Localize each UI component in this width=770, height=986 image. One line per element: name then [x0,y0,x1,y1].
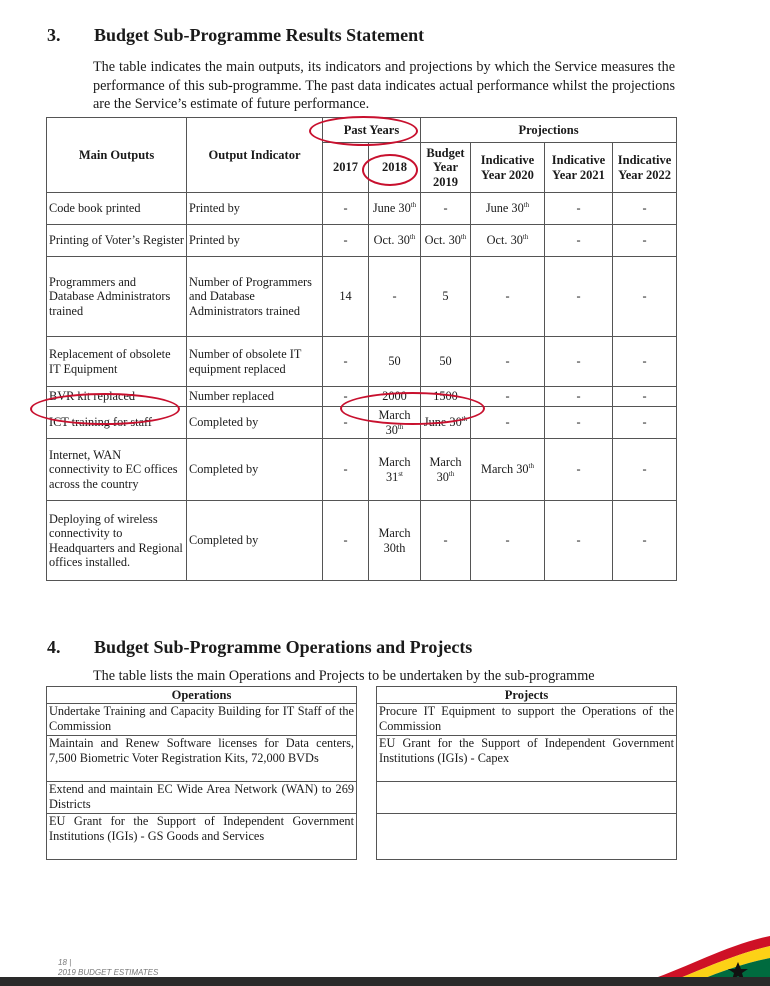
cell-y2017-text: - [343,201,348,216]
cell-y2022 [613,439,677,501]
cell-output-indicator-text: Number of Programmers and Database Administrators trained [189,274,312,318]
cell-output-indicator-text: Number replaced [189,389,275,404]
cell-y2017 [323,501,369,581]
cell-y2022 [613,501,677,581]
cell-y2020 [471,387,545,407]
cell-y2021-text: - [576,201,581,216]
section-4-intro: The table lists the main Operations and Projects to be undertaken by the sub-programme [93,668,595,684]
cell-y2017-text: - [343,415,348,430]
cell-y2018-suffix: th [397,422,404,431]
table-row [47,407,677,439]
cell-y2018-text: March 30 [378,408,411,437]
cell-y2019 [421,407,471,439]
cell-y2021 [545,387,613,407]
cell-y2020 [471,225,545,257]
footer-page-number: 18 | [58,958,72,967]
cell-main-output-text: Replacement of obsolete IT Equipment [49,347,171,376]
operations-projects-table [46,686,677,860]
cell-y2019-text: 1500 [433,389,458,404]
header-indicative-2022: Indicative Year 2022 [613,143,677,193]
cell-y2022-text: - [642,389,647,404]
cell-y2021 [545,407,613,439]
footer-label: 2019 BUDGET ESTIMATES [58,968,159,977]
cell-output-indicator [187,407,323,439]
header-indicative-2021: Indicative Year 2021 [545,143,613,193]
cell-y2018 [369,225,421,257]
cell-main-output-text: ICT training for staff [49,415,153,430]
cell-y2021-text: - [576,354,581,369]
cell-y2018-suffix: st [398,469,403,478]
cell-y2017-text: - [343,354,348,369]
cell-y2021-text: - [576,415,581,430]
cell-y2017 [323,337,369,387]
cell-main-output [47,501,187,581]
cell-y2017-text: - [343,462,348,477]
cell-y2020-text: - [505,533,510,548]
ghana-flag-ribbon-icon [620,936,770,980]
section-3-number: 3. [47,25,61,45]
section-4-title: Budget Sub-Programme Operations and Projects [94,637,473,657]
cell-y2022 [613,225,677,257]
cell-y2022-text: - [642,533,647,548]
cell-y2020-text: - [505,415,510,430]
cell-y2020-text: - [505,289,510,304]
page-footer [58,958,158,978]
cell-main-output-text: Programmers and Database Administrators trained [49,274,171,318]
cell-y2021 [545,257,613,337]
table-row [47,439,677,501]
cell-output-indicator-text: Completed by [189,415,259,430]
header-projects: Projects [377,687,677,704]
cell-operation: Undertake Training and Capacity Building for IT Staff of the Commission [47,704,357,736]
cell-y2019-text: - [443,533,448,548]
cell-y2018-text: - [392,289,397,304]
cell-y2019-text: March 30 [429,455,462,484]
cell-y2018 [369,501,421,581]
cell-y2021-text: - [576,233,581,248]
cell-y2021 [545,439,613,501]
cell-y2018-text: March 30th [378,526,411,555]
cell-y2020 [471,407,545,439]
cell-y2019-suffix: th [461,415,468,424]
cell-main-output-text: Deploying of wireless connectivity to Headquarters and Regional offices installed. [49,511,183,569]
cell-y2018 [369,407,421,439]
cell-y2019-text: - [443,201,448,216]
cell-main-output [47,225,187,257]
header-operations: Operations [47,687,357,704]
cell-output-indicator [187,439,323,501]
cell-y2019-suffix: th [448,469,455,478]
cell-y2022-text: - [642,354,647,369]
cell-y2020-text: - [505,389,510,404]
cell-y2019 [421,337,471,387]
cell-y2021 [545,225,613,257]
cell-y2021-text: - [576,462,581,477]
table-gap [357,704,377,736]
header-past-years: Past Years [323,118,421,143]
cell-y2020-text: - [505,354,510,369]
header-budget-2019: Budget Year 2019 [421,143,471,193]
table-row [47,814,677,860]
cell-main-output [47,387,187,407]
cell-y2020 [471,337,545,387]
cell-y2020 [471,193,545,225]
cell-y2018 [369,337,421,387]
cell-y2018-suffix: th [410,201,417,210]
cell-y2019-text: Oct. 30 [424,233,461,248]
cell-main-output-text: Code book printed [49,201,141,216]
cell-y2017-text: - [343,233,348,248]
cell-main-output-text: Internet, WAN connectivity to EC offices across the country [49,447,178,491]
cell-output-indicator [187,257,323,337]
cell-y2021-text: - [576,389,581,404]
header-output-indicator: Output Indicator [187,118,323,193]
cell-y2022 [613,387,677,407]
header-main-outputs: Main Outputs [47,118,187,193]
cell-y2018-text: June 30 [372,201,411,216]
cell-main-output [47,193,187,225]
cell-y2022 [613,337,677,387]
cell-y2019 [421,501,471,581]
cell-output-indicator-text: Printed by [189,201,240,216]
cell-y2017 [323,387,369,407]
cell-y2022-text: - [642,289,647,304]
cell-output-indicator-text: Completed by [189,462,259,477]
section-4-number: 4. [47,637,61,657]
table-row [47,387,677,407]
cell-output-indicator [187,387,323,407]
cell-output-indicator-text: Printed by [189,233,240,248]
cell-y2019 [421,225,471,257]
cell-y2019 [421,257,471,337]
cell-project [377,814,677,860]
cell-y2018 [369,193,421,225]
table-row [47,257,677,337]
cell-y2020-suffix: th [528,462,534,471]
cell-y2020-suffix: th [523,201,530,210]
table-row [47,337,677,387]
cell-y2019-text: June 30 [423,415,462,430]
cell-y2021 [545,501,613,581]
cell-operation: Extend and maintain EC Wide Area Network (WAN) to 269 Districts [47,782,357,814]
cell-y2019-text: 50 [439,354,452,369]
cell-output-indicator [187,337,323,387]
cell-y2022-text: - [642,201,647,216]
cell-output-indicator [187,501,323,581]
cell-y2018-text: Oct. 30 [373,233,410,248]
cell-output-indicator-text: Number of obsolete IT equipment replaced [189,347,302,376]
cell-y2022-text: - [642,233,647,248]
cell-y2017 [323,193,369,225]
bottom-bar [0,977,770,986]
cell-y2020 [471,501,545,581]
cell-y2021-text: - [576,289,581,304]
cell-y2017-text: - [343,389,348,404]
cell-operation: Maintain and Renew Software licenses for Data centers, 7,500 Biometric Voter Registration Kits, 72,000 BVDs [47,736,357,782]
table-row [47,736,677,782]
cell-y2022-text: - [642,415,647,430]
cell-project: EU Grant for the Support of Independent Government Institutions (IGIs) - Capex [377,736,677,782]
cell-y2020 [471,257,545,337]
cell-y2021 [545,193,613,225]
table-row [47,225,677,257]
cell-y2017 [323,407,369,439]
cell-y2019 [421,193,471,225]
cell-main-output [47,257,187,337]
cell-y2020-text: March 30 [481,462,529,477]
cell-y2018 [369,439,421,501]
cell-main-output [47,407,187,439]
operations-table-body [47,704,677,860]
cell-y2017 [323,225,369,257]
cell-y2020-text: Oct. 30 [486,233,523,248]
cell-y2017-text: 14 [339,289,352,304]
cell-main-output-text: BVR kit replaced [49,389,136,404]
results-table [46,117,677,581]
cell-y2017 [323,439,369,501]
cell-main-output [47,439,187,501]
table-row [47,782,677,814]
cell-y2020 [471,439,545,501]
cell-output-indicator [187,193,323,225]
header-2018: 2018 [369,143,421,193]
cell-y2018-text: March 31 [378,455,411,484]
table-row [47,193,677,225]
header-projections: Projections [421,118,677,143]
cell-output-indicator [187,225,323,257]
section-3-intro: The table indicates the main outputs, its indicators and projections by which the Service measures the performance of this sub-programme. The past data indicates actual performance whilst the projections are the Service’s estimate of future performance. [93,59,675,112]
table-gap [357,814,377,860]
cell-y2022 [613,257,677,337]
table-gap [357,782,377,814]
cell-y2019-suffix: th [460,233,467,242]
cell-output-indicator-text: Completed by [189,533,259,548]
cell-y2017-text: - [343,533,348,548]
cell-y2018 [369,387,421,407]
cell-y2018-text: 50 [388,354,401,369]
section-3-title: Budget Sub-Programme Results Statement [94,25,425,45]
results-table-body [47,193,677,581]
cell-y2020-suffix: th [522,233,529,242]
cell-y2018-text: 2000 [382,389,407,404]
cell-y2021 [545,337,613,387]
header-2017: 2017 [323,143,369,193]
cell-y2018 [369,257,421,337]
cell-y2022-text: - [642,462,647,477]
cell-y2017 [323,257,369,337]
cell-y2020-text: June 30 [485,201,524,216]
cell-y2022 [613,407,677,439]
cell-operation: EU Grant for the Support of Independent Government Institutions (IGIs) - GS Goods and Services [47,814,357,860]
table-row [47,704,677,736]
cell-y2019 [421,439,471,501]
cell-project: Procure IT Equipment to support the Operations of the Commission [377,704,677,736]
cell-main-output-text: Printing of Voter’s Register [49,233,184,248]
cell-y2022 [613,193,677,225]
header-indicative-2020: Indicative Year 2020 [471,143,545,193]
table-row [47,501,677,581]
cell-y2019-text: 5 [442,289,449,304]
cell-y2019 [421,387,471,407]
cell-main-output [47,337,187,387]
cell-y2021-text: - [576,533,581,548]
table-gap [357,736,377,782]
cell-y2018-suffix: th [409,233,416,242]
cell-project [377,782,677,814]
table-gap [357,687,377,704]
